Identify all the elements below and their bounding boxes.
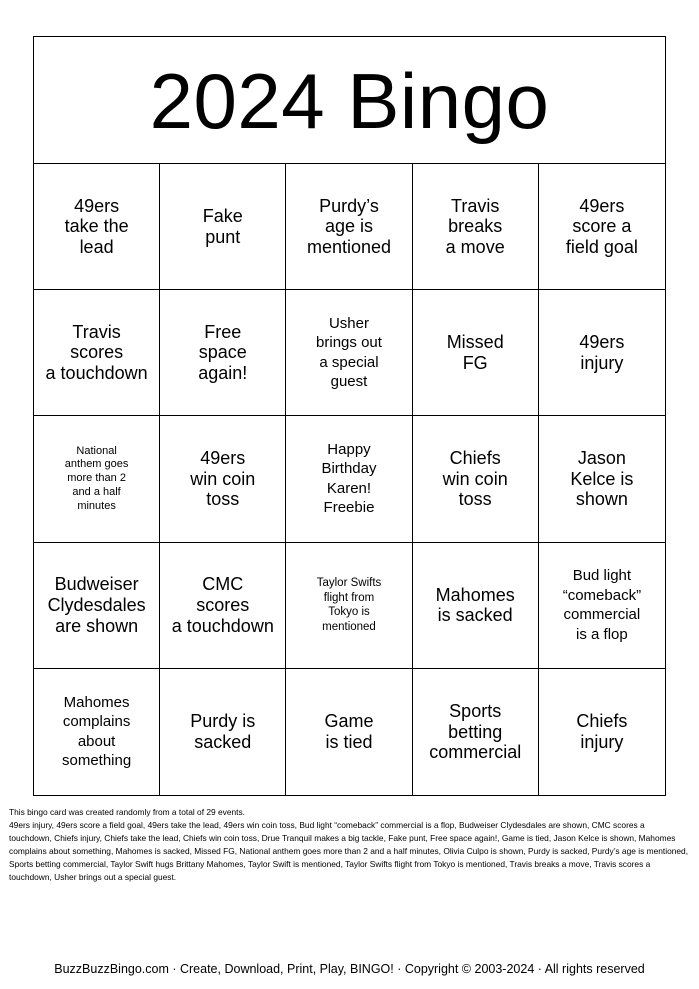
footer-text: BuzzBuzzBingo.com · Create, Download, Print, Play, BINGO! · Copyright © 2003-2024 · All rights reserved <box>54 962 645 976</box>
bingo-cell: National anthem goes more than 2 and a half minutes <box>34 416 160 542</box>
card-note <box>9 806 689 884</box>
bingo-cell: Travis scores a touchdown <box>34 290 160 416</box>
bingo-cell: CMC scores a touchdown <box>160 543 286 669</box>
bingo-cell: Bud light “comeback” commercial is a flop <box>539 543 665 669</box>
bingo-cell: Travis breaks a move <box>413 164 539 290</box>
bingo-cell: Chiefs win coin toss <box>413 416 539 542</box>
bingo-cell: Chiefs injury <box>576 711 628 752</box>
note-intro: This bingo card was created randomly from a total of 29 events. <box>9 807 246 817</box>
bingo-cell: Jason Kelce is shown <box>539 416 665 542</box>
bingo-cell: Purdy is sacked <box>160 669 286 795</box>
bingo-cell: 49ers injury <box>539 290 665 416</box>
bingo-cell: 49ers win coin toss <box>160 416 286 542</box>
bingo-cell: Budweiser Clydesdales are shown <box>34 543 160 669</box>
bingo-grid <box>34 164 665 795</box>
bingo-cell: Happy Birthday Karen! Freebie <box>286 416 412 542</box>
bingo-cell: Mahomes is sacked <box>413 543 539 669</box>
bingo-cell: 49ers take the lead <box>34 164 160 290</box>
bingo-cell: Missed FG <box>413 290 539 416</box>
title-row <box>34 37 665 164</box>
bingo-cell: Fake punt <box>160 164 286 290</box>
bingo-cell: Game is tied <box>286 669 412 795</box>
bingo-cell: Purdy’s age is mentioned <box>286 164 412 290</box>
bingo-cell: Usher brings out a special guest <box>286 290 412 416</box>
bingo-cell: 49ers score a field goal <box>539 164 665 290</box>
bingo-cell: Taylor Swifts flight from Tokyo is mentioned <box>286 543 412 669</box>
bingo-cell: Free space again! <box>160 290 286 416</box>
card-title: 2024 Bingo <box>149 57 550 145</box>
note-events: 49ers injury, 49ers score a field goal, 49ers take the lead, 49ers win coin toss, Bud light “comeback” commercial is a flop, Budweiser Clydesdales are shown, CMC scores a touchdown, Chiefs injury, Chiefs take the lead, Chiefs win coin toss, Drue Tranquil makes a big tackle, Fake punt, Free space again!, Game is tied, Jason Kelce is shown, Mahomes complains about something, Mahomes is sacked, Missed FG, National anthem goes more than 2 and a half minutes, Olivia Culpo is shown, Purdy is sacked, Purdy’s age is mentioned, Sports betting commercial, Taylor Swift hugs Brittany Mahomes, Taylor Swift is mentioned, Taylor Swifts flight from Tokyo is mentioned, Travis breaks a move, Travis scores a touchdown, Usher brings out a special guest. <box>9 820 689 882</box>
bingo-cell: Mahomes complains about something <box>34 669 160 795</box>
bingo-card <box>33 36 666 796</box>
bingo-cell: Sports betting commercial <box>413 669 539 795</box>
